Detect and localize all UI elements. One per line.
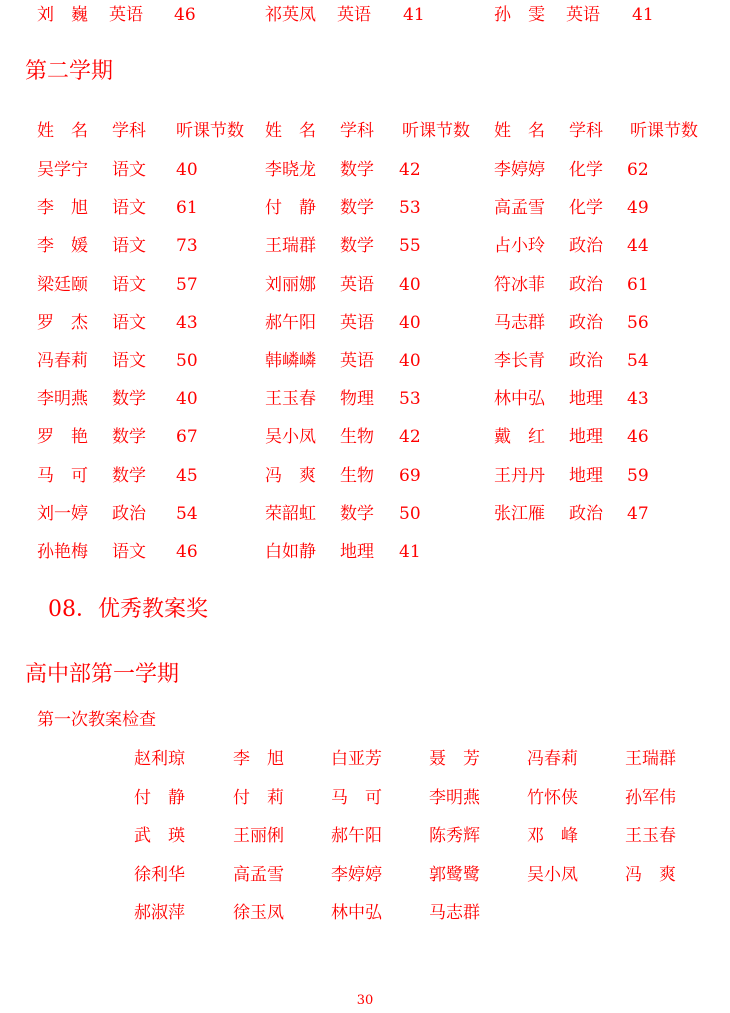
subsection-heading: 第一次教案检查 [37,710,156,730]
subject: 语文 [112,351,146,371]
teacher-name: 白亚芳 [331,749,382,769]
lesson-count: 57 [176,274,198,295]
teacher-name: 马 可 [37,465,88,486]
teacher-name: 付 静 [134,787,185,808]
subject: 英语 [340,274,374,295]
teacher-name: 马志群 [494,312,545,333]
subject: 语文 [112,236,146,257]
teacher-name: 马 可 [331,787,382,808]
table-row [0,537,730,567]
subject: 语文 [112,312,146,333]
teacher-name: 刘丽娜 [265,274,316,295]
teacher-name: 高孟雪 [494,198,545,219]
teacher-name: 刘一婷 [37,503,88,524]
lesson-count: 54 [176,503,198,524]
teacher-name: 李 旭 [37,198,88,219]
teacher-name: 郝午阳 [265,312,316,333]
teacher-name: 梁廷颐 [37,274,88,295]
subject: 数学 [112,389,146,410]
teacher-name: 祁英凤 [265,5,316,25]
teacher-name: 郝午阳 [331,826,382,846]
name-grid-row [0,860,730,890]
lesson-count: 46 [176,542,198,562]
column-header-lessons: 听课节数 [402,121,470,141]
lesson-count: 47 [627,503,649,524]
section-heading-semester2: 第二学期 [25,59,114,84]
teacher-name: 李婷婷 [494,160,545,180]
subject: 语文 [112,198,146,219]
subject: 政治 [569,351,603,371]
teacher-name: 李晓龙 [265,160,316,180]
teacher-name: 冯 爽 [625,864,676,885]
teacher-name: 王丹丹 [494,465,545,486]
lesson-count: 46 [174,5,196,25]
teacher-name: 邓 峰 [527,826,578,846]
teacher-name: 王丽俐 [233,826,284,846]
lesson-count: 42 [399,160,421,180]
subject: 地理 [569,389,603,410]
teacher-name: 王瑞群 [265,236,316,257]
subject: 地理 [340,542,374,562]
lesson-count: 41 [403,5,425,25]
teacher-name: 冯 爽 [265,465,316,486]
subject: 政治 [569,503,603,524]
column-header-lessons: 听课节数 [630,121,698,141]
teacher-name: 李 旭 [233,749,284,769]
lesson-count: 50 [176,351,198,371]
teacher-name: 符冰菲 [494,274,545,295]
lesson-count: 40 [176,389,198,410]
lesson-count: 44 [627,236,649,257]
table-row [0,231,730,261]
teacher-name: 荣韶虹 [265,503,316,524]
table-row [0,346,730,376]
teacher-name: 孙军伟 [625,787,676,808]
teacher-name: 赵利琼 [134,749,185,769]
teacher-name: 白如静 [265,542,316,562]
teacher-name: 聂 芳 [429,749,480,769]
teacher-name: 郭鹭鹭 [429,864,480,885]
teacher-name: 陈秀辉 [429,826,480,846]
teacher-name: 罗 艳 [37,427,88,448]
teacher-name: 王瑞群 [625,749,676,769]
lesson-count: 43 [176,312,198,333]
lesson-count: 41 [632,5,654,25]
lesson-count: 55 [399,236,421,257]
table-row [0,499,730,529]
column-header-subject: 学科 [569,121,603,141]
table-row [0,422,730,452]
name-grid-row [0,898,730,928]
lesson-count: 59 [627,465,649,486]
column-header-name: 姓 名 [37,121,88,141]
lesson-count: 50 [399,503,421,524]
lesson-count: 42 [399,427,421,448]
teacher-name: 武 瑛 [134,826,185,846]
subject: 生物 [340,465,374,486]
table-row [0,270,730,300]
teacher-name: 马志群 [429,903,480,923]
teacher-name: 占小玲 [494,236,545,257]
subject: 数学 [112,427,146,448]
teacher-name: 罗 杰 [37,312,88,333]
teacher-name: 李长青 [494,351,545,371]
teacher-name: 韩嶙嶙 [265,351,316,371]
column-header-subject: 学科 [340,121,374,141]
lesson-count: 49 [627,198,649,219]
name-grid-row [0,783,730,813]
lesson-count: 40 [399,312,421,333]
subject: 物理 [340,389,374,410]
lesson-count: 43 [627,389,649,410]
lesson-count: 45 [176,465,198,486]
teacher-name: 徐利华 [134,864,185,885]
teacher-name: 竹怀侠 [527,787,578,808]
lesson-count: 41 [399,542,421,562]
table-row [0,461,730,491]
teacher-name: 李 媛 [37,236,88,257]
teacher-name: 孙艳梅 [37,542,88,562]
subject: 英语 [340,312,374,333]
teacher-name: 付 静 [265,198,316,219]
column-header-name: 姓 名 [494,121,545,141]
teacher-name: 孙 雯 [494,5,545,25]
section-heading-08: 08．优秀教案奖 [48,597,208,622]
lesson-count: 53 [399,198,421,219]
subject: 数学 [340,503,374,524]
subject: 英语 [337,5,371,25]
teacher-name: 吴小凤 [527,864,578,885]
subject: 生物 [340,427,374,448]
table-row [0,155,730,185]
lesson-count: 40 [176,160,198,180]
lesson-count: 61 [176,198,198,219]
lesson-count: 62 [627,160,649,180]
table-header-row [0,116,730,146]
subject: 政治 [569,274,603,295]
name-grid-row [0,744,730,774]
column-header-lessons: 听课节数 [176,121,244,141]
subject: 数学 [340,198,374,219]
teacher-name: 林中弘 [331,903,382,923]
lesson-count: 73 [176,236,198,257]
lesson-count: 67 [176,427,198,448]
subject: 语文 [112,160,146,180]
lesson-count: 54 [627,351,649,371]
top-row [0,0,730,30]
teacher-name: 冯春莉 [37,351,88,371]
teacher-name: 吴小凤 [265,427,316,448]
section-heading-senior-high: 高中部第一学期 [25,662,180,687]
table-row [0,308,730,338]
teacher-name: 林中弘 [494,389,545,410]
teacher-name: 冯春莉 [527,749,578,769]
subject: 英语 [109,5,143,25]
column-header-subject: 学科 [112,121,146,141]
teacher-name: 付 莉 [233,787,284,808]
lesson-count: 69 [399,465,421,486]
teacher-name: 王玉春 [265,389,316,410]
subject: 地理 [569,427,603,448]
table-row [0,193,730,223]
subject: 政治 [569,236,603,257]
teacher-name: 郝淑萍 [134,903,185,923]
teacher-name: 王玉春 [625,826,676,846]
column-header-name: 姓 名 [265,121,316,141]
page-number: 30 [356,993,374,1008]
subject: 语文 [112,542,146,562]
name-grid-row [0,821,730,851]
lesson-count: 56 [627,312,649,333]
subject: 数学 [340,160,374,180]
lesson-count: 40 [399,351,421,371]
teacher-name: 戴 红 [494,427,545,448]
lesson-count: 46 [627,427,649,448]
teacher-name: 李明燕 [37,389,88,410]
subject: 英语 [566,5,600,25]
lesson-count: 61 [627,274,649,295]
subject: 语文 [112,274,146,295]
subject: 数学 [112,465,146,486]
teacher-name: 高孟雪 [233,864,284,885]
lesson-count: 53 [399,389,421,410]
subject: 数学 [340,236,374,257]
subject: 政治 [112,503,146,524]
lesson-count: 40 [399,274,421,295]
teacher-name: 徐玉凤 [233,903,284,923]
subject: 地理 [569,465,603,486]
subject: 英语 [340,351,374,371]
teacher-name: 刘 巍 [37,5,88,25]
teacher-name: 张江雁 [494,503,545,524]
subject: 政治 [569,312,603,333]
subject: 化学 [569,198,603,219]
subject: 化学 [569,160,603,180]
table-row [0,384,730,414]
teacher-name: 李婷婷 [331,864,382,885]
teacher-name: 李明燕 [429,787,480,808]
teacher-name: 吴学宁 [37,160,88,180]
